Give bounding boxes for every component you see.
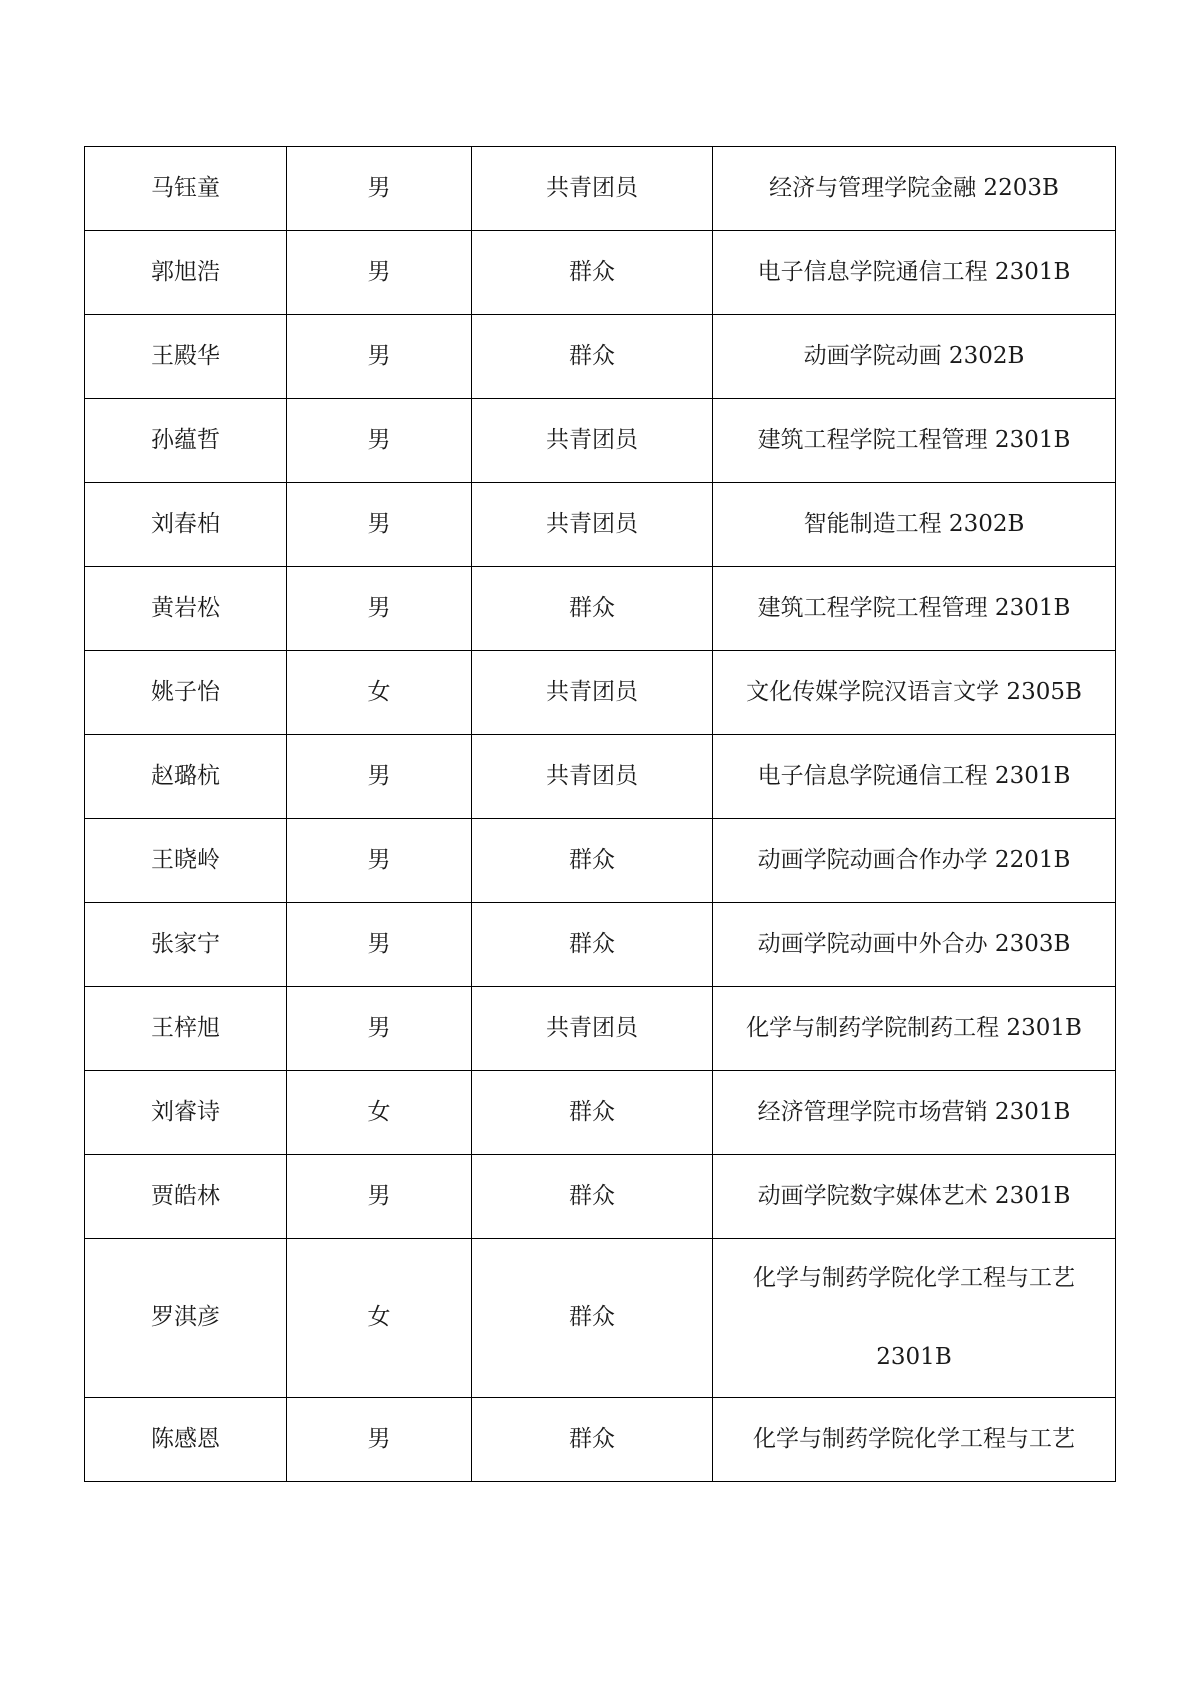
class-cell: 化学与制药学院制药工程 2301B [713, 987, 1116, 1071]
class-cell: 动画学院动画合作办学 2201B [713, 819, 1116, 903]
political-status-cell: 群众 [472, 1155, 713, 1239]
gender-cell: 男 [287, 399, 472, 483]
gender-cell: 男 [287, 567, 472, 651]
table-row [85, 315, 1116, 399]
political-status-cell: 群众 [472, 231, 713, 315]
name-cell: 赵璐杭 [85, 735, 287, 819]
gender-cell: 男 [287, 483, 472, 567]
table-row [85, 987, 1116, 1071]
table-row [85, 651, 1116, 735]
name-cell: 王晓岭 [85, 819, 287, 903]
table-row [85, 735, 1116, 819]
class-cell: 电子信息学院通信工程 2301B [713, 231, 1116, 315]
name-cell: 马钰童 [85, 147, 287, 231]
class-cell: 经济管理学院市场营销 2301B [713, 1071, 1116, 1155]
class-cell: 建筑工程学院工程管理 2301B [713, 567, 1116, 651]
member-table [84, 146, 1116, 1482]
gender-cell: 男 [287, 1155, 472, 1239]
class-cell: 智能制造工程 2302B [713, 483, 1116, 567]
table-row [85, 1071, 1116, 1155]
name-cell: 王梓旭 [85, 987, 287, 1071]
class-cell: 化学与制药学院化学工程与工艺 [713, 1398, 1116, 1482]
name-cell: 罗淇彦 [85, 1239, 287, 1398]
political-status-cell: 群众 [472, 1071, 713, 1155]
name-cell: 黄岩松 [85, 567, 287, 651]
political-status-cell: 群众 [472, 1398, 713, 1482]
political-status-cell: 共青团员 [472, 399, 713, 483]
gender-cell: 男 [287, 987, 472, 1071]
political-status-cell: 群众 [472, 903, 713, 987]
political-status-cell: 群众 [472, 1239, 713, 1398]
name-cell: 郭旭浩 [85, 231, 287, 315]
gender-cell: 女 [287, 651, 472, 735]
gender-cell: 男 [287, 735, 472, 819]
table-row [85, 567, 1116, 651]
political-status-cell: 共青团员 [472, 147, 713, 231]
political-status-cell: 群众 [472, 819, 713, 903]
gender-cell: 男 [287, 231, 472, 315]
class-cell: 动画学院动画 2302B [713, 315, 1116, 399]
class-cell [713, 1239, 1116, 1398]
gender-cell: 男 [287, 147, 472, 231]
name-cell: 刘春柏 [85, 483, 287, 567]
table-row [85, 231, 1116, 315]
class-line: 化学与制药学院化学工程与工艺 [753, 1265, 1075, 1291]
table-row [85, 147, 1116, 231]
political-status-cell: 共青团员 [472, 651, 713, 735]
class-cell: 动画学院动画中外合办 2303B [713, 903, 1116, 987]
table-row [85, 1398, 1116, 1482]
class-line: 2301B [876, 1344, 952, 1370]
name-cell: 孙蕴哲 [85, 399, 287, 483]
table-row [85, 903, 1116, 987]
political-status-cell: 共青团员 [472, 735, 713, 819]
name-cell: 刘睿诗 [85, 1071, 287, 1155]
political-status-cell: 共青团员 [472, 987, 713, 1071]
name-cell: 贾皓林 [85, 1155, 287, 1239]
gender-cell: 男 [287, 1398, 472, 1482]
political-status-cell: 群众 [472, 567, 713, 651]
table-row [85, 399, 1116, 483]
table-row [85, 483, 1116, 567]
class-cell: 文化传媒学院汉语言文学 2305B [713, 651, 1116, 735]
class-cell: 建筑工程学院工程管理 2301B [713, 399, 1116, 483]
gender-cell: 男 [287, 315, 472, 399]
class-cell: 电子信息学院通信工程 2301B [713, 735, 1116, 819]
class-cell: 动画学院数字媒体艺术 2301B [713, 1155, 1116, 1239]
table-row [85, 1155, 1116, 1239]
name-cell: 陈感恩 [85, 1398, 287, 1482]
table-row [85, 819, 1116, 903]
table-row [85, 1239, 1116, 1398]
gender-cell: 男 [287, 819, 472, 903]
name-cell: 王殿华 [85, 315, 287, 399]
political-status-cell: 共青团员 [472, 483, 713, 567]
political-status-cell: 群众 [472, 315, 713, 399]
name-cell: 姚子怡 [85, 651, 287, 735]
gender-cell: 男 [287, 903, 472, 987]
gender-cell: 女 [287, 1071, 472, 1155]
name-cell: 张家宁 [85, 903, 287, 987]
class-cell: 经济与管理学院金融 2203B [713, 147, 1116, 231]
gender-cell: 女 [287, 1239, 472, 1398]
